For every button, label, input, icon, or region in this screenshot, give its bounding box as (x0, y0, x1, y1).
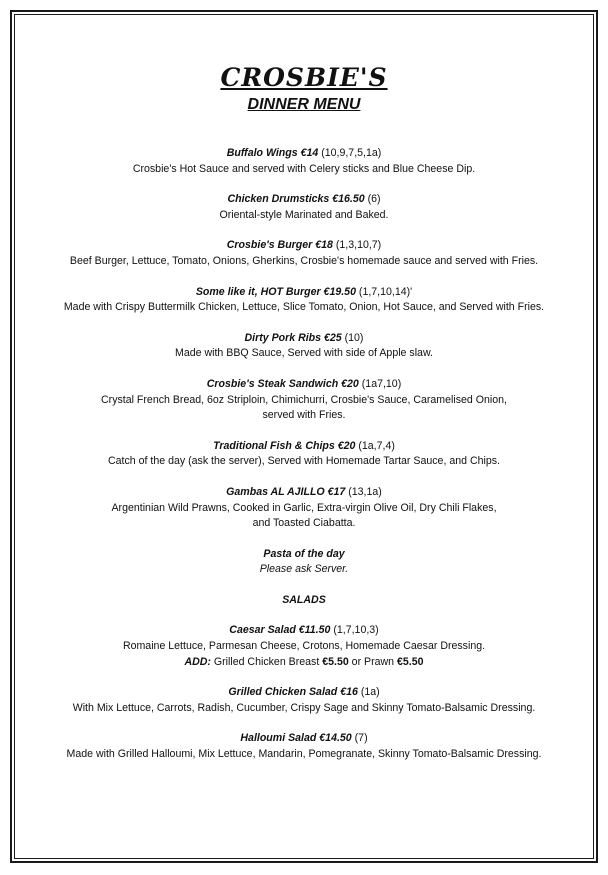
menu-item-description (20, 393, 588, 424)
menu-item-name: Gambas AL AJILLO €17 (226, 485, 346, 498)
menu-item-allergens: (1,3,10,7) (332, 239, 382, 252)
addon-text: or Prawn (348, 655, 398, 668)
description-line: Argentinian Wild Prawns, Cooked in Garlic, Extra-virgin Olive Oil, Dry Chili Flakes, (111, 501, 497, 514)
salad-item-name: Grilled Chicken Salad €16 (228, 686, 358, 699)
menu-item-description (20, 300, 588, 316)
menu-item-allergens: (1a,7,4) (355, 439, 395, 452)
menu-item-heading (20, 485, 588, 501)
salad-item-heading (20, 623, 588, 639)
salad-item-description (20, 747, 588, 763)
menu-item-name: Buffalo Wings €14 (226, 147, 319, 159)
menu-item-name: Pasta of the day (263, 547, 345, 560)
menu-item-name: Chicken Drumsticks €16.50 (227, 193, 365, 206)
menu-item-heading (20, 331, 588, 347)
menu-item (20, 192, 588, 223)
salad-item-heading (20, 685, 588, 701)
menu-item-heading (20, 547, 588, 563)
menu-item-allergens: (13,1a) (345, 485, 382, 498)
salad-item-description (20, 639, 588, 670)
menu-title: DINNER MENU (247, 96, 361, 113)
salad-item-allergens: (1a) (357, 686, 380, 699)
menu-item (20, 439, 588, 470)
salad-item-heading (20, 731, 588, 747)
menu-item (20, 485, 588, 532)
description-line: Beef Burger, Lettuce, Tomato, Onions, Gherkins, Crosbie's homemade sauce and served with Fries. (69, 254, 539, 267)
menu-item-description (20, 162, 588, 178)
menu-item-description (20, 208, 588, 224)
menu-item-description (20, 501, 588, 532)
menu-item (20, 331, 588, 362)
description-line: Crosbie's Hot Sauce and served with Celery sticks and Blue Cheese Dip. (132, 162, 476, 175)
salad-item (20, 731, 588, 762)
salad-addon (20, 655, 588, 671)
salad-item (20, 623, 588, 670)
salad-item-description (20, 701, 588, 717)
salads-heading: SALADS (282, 593, 326, 606)
menu-item-name: Dirty Pork Ribs €25 (244, 331, 342, 344)
menu-item-allergens: (1a7,10) (358, 377, 402, 390)
description-line: Made with Grilled Halloumi, Mix Lettuce, Mandarin, Pomegranate, Skinny Tomato-Balsamic Dressing. (66, 748, 542, 761)
menu-item-description (20, 454, 588, 470)
menu-item-heading (20, 377, 588, 393)
description-line: Made with Crispy Buttermilk Chicken, Lettuce, Slice Tomato, Onion, Hot Sauce, and Served with Fries. (63, 301, 545, 314)
menu-item-description (20, 254, 588, 270)
menu-item-name: Crosbie's Burger €18 (226, 239, 333, 252)
menu-item-description (20, 346, 588, 362)
menu-item-name: Traditional Fish & Chips €20 (213, 439, 356, 452)
addon-price: €5.50 (397, 655, 424, 668)
salad-item-name: Halloumi Salad €14.50 (240, 732, 352, 745)
description-line: Made with BBQ Sauce, Served with side of Apple slaw. (175, 347, 433, 360)
menu-item (20, 146, 588, 177)
description-line: Please ask Server. (259, 563, 349, 576)
menu-item-heading (20, 146, 588, 162)
addon-price: €5.50 (322, 655, 349, 668)
menu-item-allergens: (6) (364, 193, 381, 206)
description-line: and Toasted Ciabatta. (252, 517, 356, 530)
menu-page (20, 62, 588, 778)
menu-item-allergens: (10) (341, 331, 364, 344)
menu-item-heading (20, 439, 588, 455)
salad-item (20, 685, 588, 716)
description-line: Oriental-style Marinated and Baked. (219, 208, 389, 221)
description-line: With Mix Lettuce, Carrots, Radish, Cucumber, Crispy Sage and Skinny Tomato-Balsamic Dressing. (72, 701, 536, 714)
menu-item-allergens: (1,7,10,14)' (355, 285, 413, 298)
menu-item (20, 377, 588, 424)
salad-item-name: Caesar Salad €11.50 (229, 624, 331, 637)
menu-item-name: Crosbie's Steak Sandwich €20 (206, 377, 359, 390)
salad-item-allergens: (7) (351, 732, 368, 745)
menu-item (20, 285, 588, 316)
menu-item (20, 238, 588, 269)
description-line: Crystal French Bread, 6oz Striploin, Chimichurri, Crosbie's Sauce, Caramelised Onion, (101, 393, 507, 406)
description-line: served with Fries. (262, 409, 346, 422)
menu-item (20, 547, 588, 578)
description-line: Romaine Lettuce, Parmesan Cheese, Crotons, Homemade Caesar Dressing. (122, 640, 486, 653)
menu-item-heading (20, 238, 588, 254)
salad-item-allergens: (1,7,10,3) (330, 624, 379, 637)
addon-label: ADD: (184, 655, 211, 668)
addon-text: Grilled Chicken Breast (210, 655, 323, 668)
description-line: Catch of the day (ask the server), Served with Homemade Tartar Sauce, and Chips. (108, 455, 500, 468)
restaurant-name: CROSBIE'S (220, 63, 388, 92)
menu-item-allergens: (10,9,7,5,1a) (318, 147, 382, 159)
menu-item-description (20, 562, 588, 578)
menu-item-heading (20, 192, 588, 208)
menu-item-name: Some like it, HOT Burger €19.50 (195, 285, 356, 298)
menu-item-heading (20, 285, 588, 301)
